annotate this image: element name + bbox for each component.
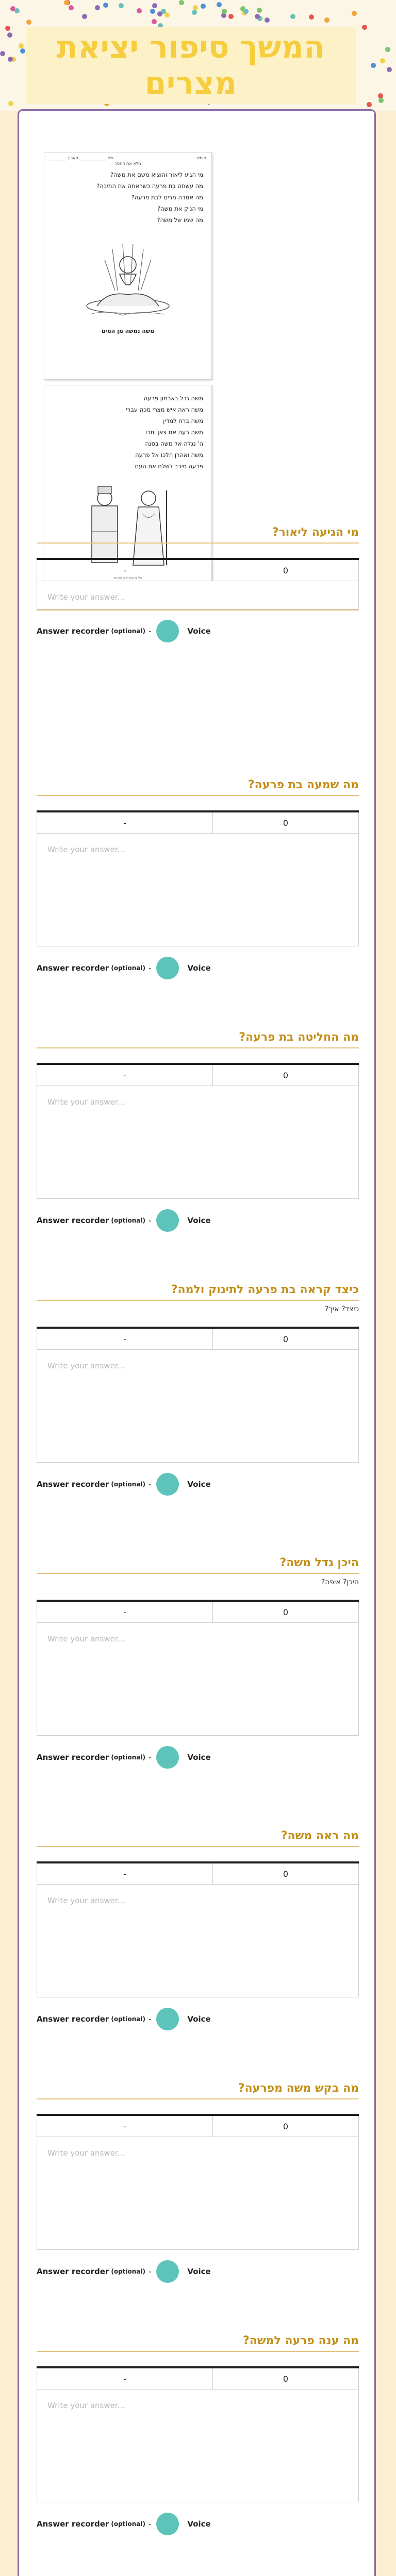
question-title: היכן גדל משה? [279,1556,359,1569]
worksheet-header [44,152,211,160]
page-title: המשך סיפור יציאת מצרים [56,29,325,101]
table-row [37,1065,359,1086]
confetti-dot [367,102,372,107]
answer-recorder [37,2008,211,2030]
recorder-dash: - [148,2519,152,2529]
recorder-dash: - [148,1216,152,1225]
worksheet-line: מה אמרה מרים לבת פרעה? [131,194,203,201]
confetti-dot [385,47,390,52]
worksheet-line: ה' נגלה אל משה בסנה [145,440,203,447]
confetti-dot [362,25,367,30]
recorder-voice-label: Voice [187,2014,211,2024]
microphone-record-button[interactable] [156,1746,179,1769]
recorder-voice-label: Voice [187,1480,211,1489]
answer-input[interactable] [37,1884,359,1997]
confetti-dot [8,57,13,62]
table-cell-zero: 0 [283,1607,289,1617]
confetti-dot [290,14,295,19]
answer-recorder [37,1746,211,1769]
table-cell-dash: - [37,1863,213,1884]
table-cell-zero: 0 [283,818,289,828]
question-divider [37,543,359,544]
question-title: מה ענה פרעה למשה? [242,2334,359,2347]
question-title: מה בקש משה מפרעה? [238,2082,359,2095]
answer-placeholder: Write your answer... [47,1097,125,1107]
recorder-dash: - [148,963,152,973]
table-cell-dash: - [37,1329,213,1349]
confetti-dot [64,0,69,5]
confetti-dot [14,8,20,13]
worksheet-line: מי הניק את משה? [157,205,203,212]
answer-input[interactable] [37,1086,359,1199]
confetti-dot [324,18,329,23]
recorder-label: Answer recorder [37,2014,109,2024]
confetti-dot [7,32,12,38]
confetti-dot [217,2,222,7]
question-note: כיצד? איך? [325,1305,359,1313]
rating-table [37,1063,359,1086]
confetti-dot [152,3,157,8]
table-row [37,812,359,834]
confetti-dot [257,8,262,13]
recorder-label: Answer recorder [37,1216,109,1225]
answer-placeholder: Write your answer... [47,2148,125,2158]
rating-table [37,2366,359,2389]
table-cell-zero: 0 [283,2374,289,2384]
answer-recorder [37,957,211,979]
table-cell-dash: - [37,560,213,581]
worksheet-header-left: שם _____________ תאריך ________ [50,156,113,160]
answer-placeholder: Write your answer... [47,592,125,602]
answer-input[interactable] [37,581,359,609]
table-cell-zero: 0 [283,1334,289,1344]
rating-table [37,1327,359,1350]
recorder-dash: - [148,626,152,636]
table-row [37,1329,359,1350]
header-banner [0,0,396,111]
question-divider [37,1300,359,1301]
confetti-dot [26,20,31,25]
question-title: מה ראה משה? [280,1829,359,1842]
table-row [37,1863,359,1885]
microphone-record-button[interactable] [156,2260,179,2283]
confetti-dot [222,9,227,14]
table-row [37,2116,359,2137]
answer-placeholder: Write your answer... [47,1361,125,1370]
confetti-dot [380,58,385,63]
confetti-dot [243,9,249,14]
question-title: מה שמעה בת פרעה? [248,778,359,791]
worksheet-card [18,109,376,2576]
worksheet-header-right: חומש [196,156,206,160]
recorder-label: Answer recorder [37,2519,109,2529]
answer-placeholder: Write your answer... [47,1634,125,1643]
recorder-voice-label: Voice [187,963,211,973]
confetti-dot [309,14,314,20]
moses-river-illustration [76,229,179,321]
recorder-voice-label: Voice [187,2267,211,2276]
recorder-dash: - [148,2267,152,2276]
confetti-dot [152,19,157,24]
table-cell-dash: - [37,1065,213,1086]
confetti-dot [119,3,124,8]
confetti-dot [8,101,13,106]
answer-placeholder: Write your answer... [47,1896,125,1905]
answer-recorder [37,620,211,642]
recorder-dash: - [148,1480,152,1489]
worksheet-page-1 [44,152,212,380]
confetti-dot [378,98,384,103]
worksheet-footer: כל הזכויות שמורות [113,576,142,580]
recorder-optional: (optional) [111,628,145,635]
answer-recorder [37,1209,211,1232]
confetti-dot [82,14,87,19]
table-cell-dash: - [37,1602,213,1622]
confetti-dot [352,11,357,16]
rating-table [37,558,359,581]
table-cell-zero: 0 [283,565,289,575]
recorder-dash: - [148,2014,152,2024]
recorder-label: Answer recorder [37,963,109,973]
confetti-dot [179,0,184,5]
recorder-voice-label: Voice [187,1216,211,1225]
worksheet-subheader: מלא את החסר [114,161,141,166]
answer-placeholder: Write your answer... [47,845,125,854]
question-divider [37,2351,359,2352]
title-box [26,27,356,104]
question-divider [37,795,359,796]
table-row [37,560,359,581]
microphone-record-button[interactable] [156,620,179,642]
recorder-optional: (optional) [111,2015,145,2023]
answer-input[interactable] [37,833,359,946]
confetti-dot [228,14,234,19]
question-note: היכן? איפה? [321,1578,359,1586]
microphone-record-button[interactable] [156,2008,179,2030]
confetti-dot [5,26,10,31]
confetti-dot [265,18,270,23]
recorder-voice-label: Voice [187,1753,211,1762]
recorder-dash: - [148,1753,152,1762]
recorder-optional: (optional) [111,1481,145,1488]
recorder-label: Answer recorder [37,1753,109,1762]
answer-recorder [37,1473,211,1496]
confetti-dot [371,63,376,68]
answer-input[interactable] [37,1349,359,1463]
confetti-dot [137,8,142,13]
confetti-dot [255,14,260,19]
worksheet-line: מה עשתה בת פרעה כשראתה את התיבה? [96,182,203,190]
answer-input[interactable] [37,1622,359,1736]
rating-table [37,2114,359,2137]
question-title: מי הגיעה ליאור? [272,526,359,539]
rating-table [37,1861,359,1885]
worksheet-line: פרעה סירב לשלח את העם [135,463,203,470]
microphone-record-button[interactable] [156,1209,179,1232]
confetti-dot [192,10,197,15]
worksheet-line: משה ואהרן הלכו אל פרעה [135,451,203,459]
microphone-record-button[interactable] [156,957,179,979]
confetti-dot [20,48,25,54]
answer-placeholder: Write your answer... [47,2401,125,2410]
worksheet-line: משה גדל בארמון פרעה [143,395,203,402]
question-divider [37,1846,359,1847]
confetti-dot [150,9,155,14]
recorder-label: Answer recorder [37,1480,109,1489]
confetti-dot [69,5,74,10]
recorder-optional: (optional) [111,964,145,972]
worksheet-line: מי הגיע ליאור והוציא משם את משה? [110,171,203,178]
microphone-record-button[interactable] [156,2513,179,2535]
answer-input[interactable] [37,2137,359,2250]
confetti-dot [193,5,198,10]
answer-input[interactable] [37,2389,359,2502]
confetti-dot [103,3,108,8]
rating-table [37,810,359,834]
worksheet-line: מה שמו של משה? [157,216,203,224]
answer-recorder [37,2260,211,2283]
microphone-record-button[interactable] [156,1473,179,1496]
worksheet-caption: משה נמשה מן המים [101,328,155,334]
confetti-dot [95,5,100,10]
worksheet-line: משה ראה איש מצרי מכה עברי [126,406,203,413]
recorder-optional: (optional) [111,2268,145,2275]
question-divider [37,2098,359,2099]
confetti-dot [19,43,24,48]
question-title: מה החליטה בת פרעה? [239,1031,359,1044]
answer-recorder [37,2513,211,2535]
table-cell-dash: - [37,2368,213,2389]
confetti-dot [157,11,162,16]
confetti-dot [387,67,392,72]
recorder-label: Answer recorder [37,2267,109,2276]
worksheet-line: משה ברח למדין [163,417,203,425]
question-title: כיצד קראה בת פרעה לתינוק ולמה? [171,1283,359,1296]
recorder-label: Answer recorder [37,626,109,636]
section-divider [37,609,359,611]
table-cell-zero: 0 [283,1869,289,1879]
table-cell-zero: 0 [283,1070,289,1080]
recorder-voice-label: Voice [187,626,211,636]
table-cell-zero: 0 [283,2121,289,2131]
confetti-dot [201,4,206,9]
worksheet-line: משה רעה את צאן יתרו [145,429,203,436]
recorder-optional: (optional) [111,1754,145,1761]
recorder-voice-label: Voice [187,2519,211,2529]
recorder-optional: (optional) [111,2520,145,2528]
question-divider [37,1047,359,1048]
table-row [37,1602,359,1623]
table-cell-dash: - [37,2116,213,2137]
confetti-dot [0,51,5,56]
table-row [37,2368,359,2389]
table-cell-dash: - [37,812,213,833]
rating-table [37,1600,359,1623]
recorder-optional: (optional) [111,1217,145,1224]
confetti-dot [164,12,170,18]
question-divider [37,1573,359,1574]
